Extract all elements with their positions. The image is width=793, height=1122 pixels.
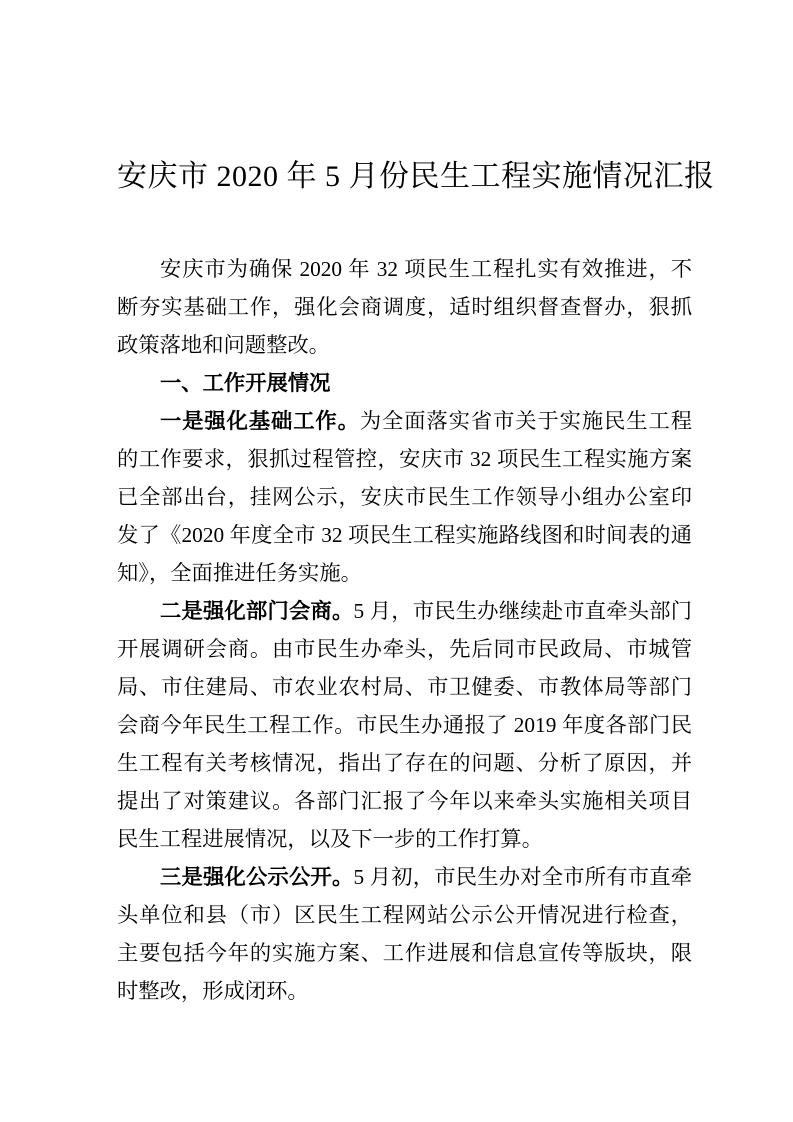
paragraph-intro-text: 安庆市为确保 2020 年 32 项民生工程扎实有效推进，不断夯实基础工作，强化会商调度，适时组织督查督办，狠抓政策落地和问题整改。 (117, 257, 692, 357)
paragraph-point-3-text: 5 月初，市民生办对全市所有市直牵头单位和县（市）区民生工程网站公示公开情况进行检查，主要包括今年的实施方案、工作进展和信息宣传等版块，限时整改，形成闭环。 (117, 865, 692, 1003)
paragraph-point-3 (117, 858, 692, 1010)
paragraph-point-1 (117, 402, 692, 592)
paragraph-point-1-text: 为全面落实省市关于实施民生工程的工作要求，狠抓过程管控，安庆市 32 项民生工程实施方案已全部出台，挂网公示，安庆市民生工作领导小组办公室印发了《2020 年度全市 32 项民生工程实施路线图和时间表的通知》，全面推进任务实施。 (117, 409, 692, 585)
paragraph-point-2 (117, 592, 692, 858)
section-heading-1 (117, 364, 692, 402)
document-title: 安庆市 2020 年 5 月份民生工程实施情况汇报 (117, 160, 715, 193)
paragraph-intro (117, 250, 692, 364)
paragraph-point-2-text: 5 月，市民生办继续赴市直牵头部门开展调研会商。由市民生办牵头，先后同市民政局、市城管局、市住建局、市农业农村局、市卫健委、市教体局等部门会商今年民生工程工作。市民生办通报了 2019 年度各部门民生工程有关考核情况，指出了存在的问题、分析了原因，并提出了对策建议。各部门汇报了今年以来牵头实施相关项目民生工程进展情况，以及下一步的工作打算。 (117, 599, 692, 851)
paragraph-point-3-lead: 三是强化公示公开。 (160, 865, 354, 889)
paragraph-point-2-lead: 二是强化部门会商。 (160, 599, 354, 623)
section-heading-1-text: 一、工作开展情况 (160, 371, 331, 395)
paragraph-point-1-lead: 一是强化基础工作。 (160, 409, 360, 433)
